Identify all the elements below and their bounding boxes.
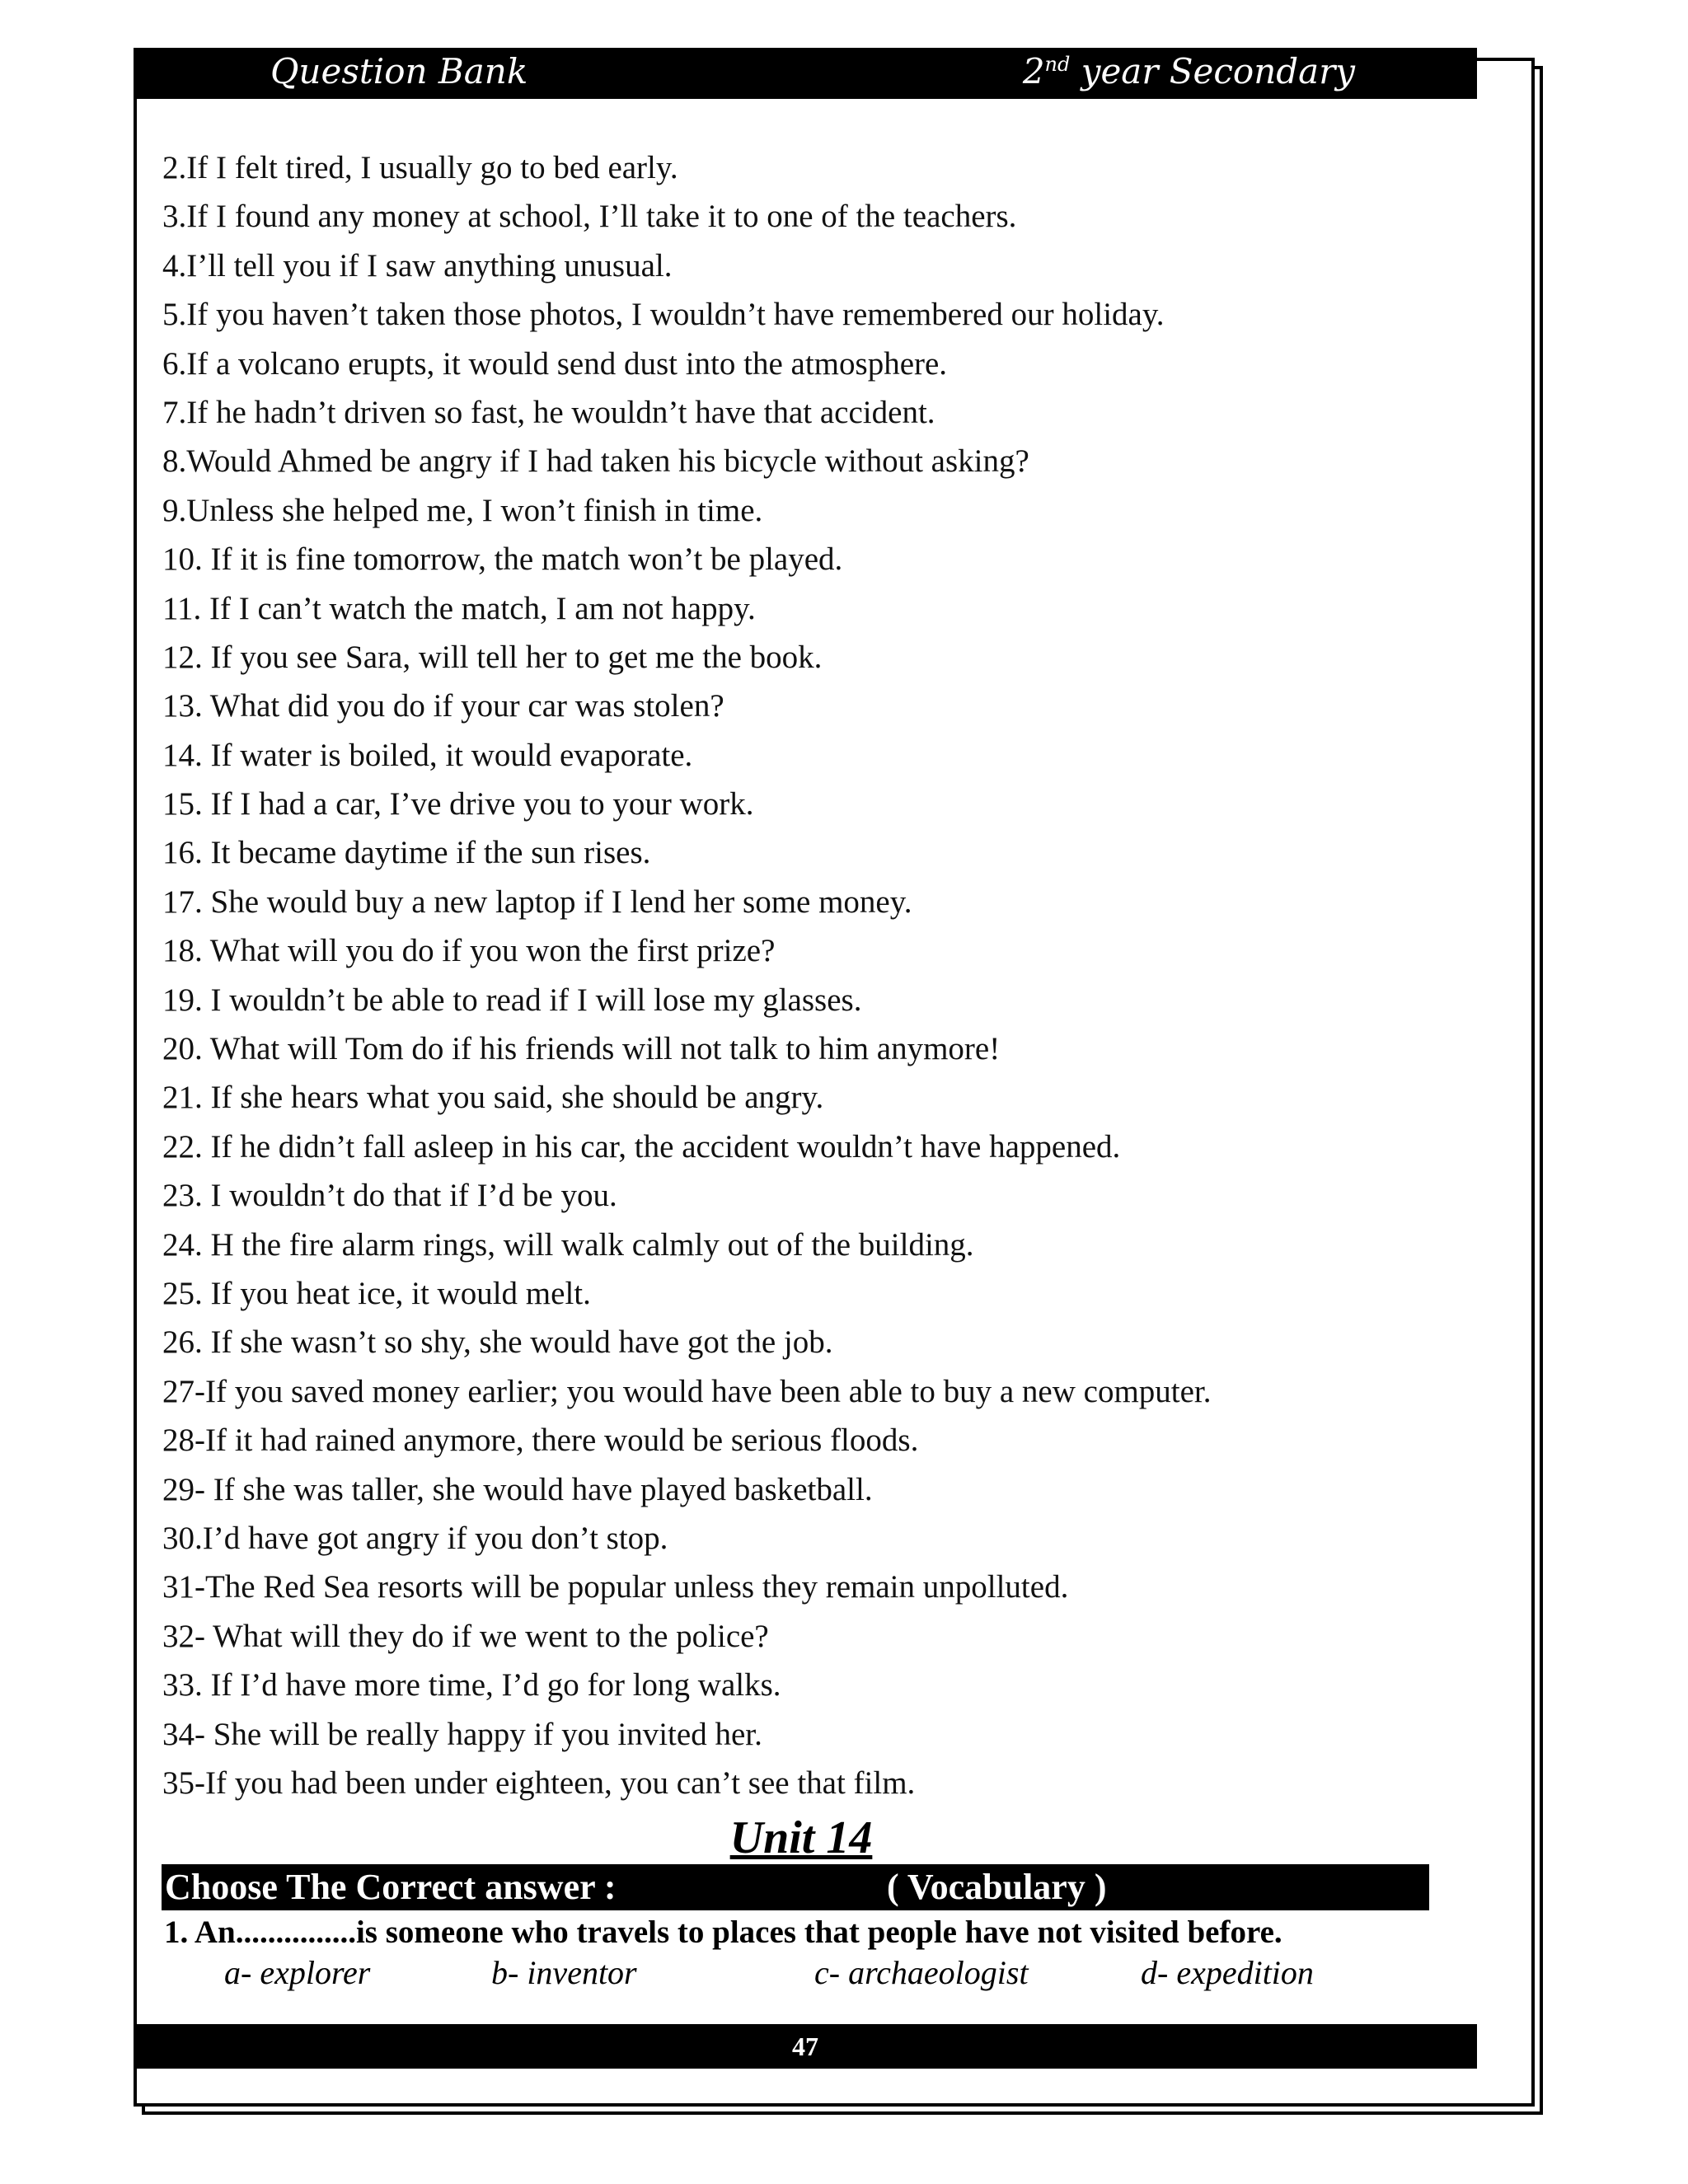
header-grade-number: 2 [1022, 51, 1045, 91]
unit-title: Unit 14 [729, 1812, 873, 1863]
sentence-list [162, 143, 1448, 1807]
header-bar [134, 48, 1477, 99]
sentence-line: 35-If you had been under eighteen, you can’t see that film. [162, 1765, 916, 1801]
sentence-line: 17. She would buy a new laptop if I lend her some money. [162, 883, 912, 920]
option-c: c- archaeologist [814, 1954, 1029, 1991]
sentence-line: 18. What will you do if you won the first prize? [162, 933, 776, 969]
sentence-line: 3.If I found any money at school, I’ll take it to one of the teachers. [162, 199, 1017, 235]
sentence-line: 2.If I felt tired, I usually go to bed early. [162, 150, 678, 185]
sentence-line: 10. If it is fine tomorrow, the match won’t be played. [162, 541, 843, 578]
sentence-line: 23. I wouldn’t do that if I’d be you. [162, 1178, 617, 1214]
sentence-line: 6.If a volcano erupts, it would send dust into the atmosphere. [162, 345, 948, 382]
footer-bar [134, 2024, 1477, 2069]
sentence-line: 22. If he didn’t fall asleep in his car, the accident wouldn’t have happened. [162, 1128, 1121, 1165]
sentence-line: 34- She will be really happy if you invited her. [162, 1716, 762, 1752]
page-number: 47 [792, 2032, 818, 2061]
option-d: d- expedition [1141, 1954, 1314, 1991]
sentence-line: 26. If she wasn’t so shy, she would have got the job. [162, 1324, 833, 1361]
sentence-line: 12. If you see Sara, will tell her to get me the book. [162, 639, 823, 675]
question-text: 1. An...............is someone who travels to places that people have not visited before. [164, 1915, 1282, 1950]
sentence-line: 33. If I’d have more time, I’d go for long walks. [162, 1667, 781, 1704]
sentence-line: 24. H the fire alarm rings, will walk calmly out of the building. [162, 1226, 974, 1263]
sentence-line: 16. It became daytime if the sun rises. [162, 835, 651, 871]
sentence-line: 4.I’ll tell you if I saw anything unusual. [162, 247, 673, 284]
sentence-line: 5.If you haven’t taken those photos, I wouldn’t have remembered our holiday. [162, 297, 1165, 333]
sentence-line: 25. If you heat ice, it would melt. [162, 1275, 591, 1311]
sentence-line: 28-If it had rained anymore, there would be serious floods. [162, 1422, 919, 1459]
sentence-line: 21. If she hears what you said, she should be angry. [162, 1080, 824, 1116]
header-grade [1023, 51, 1355, 91]
sentence-line: 13. What did you do if your car was stolen? [162, 688, 724, 724]
sentence-line: 8.Would Ahmed be angry if I had taken his bicycle without asking? [162, 443, 1029, 480]
sentence-line: 15. If I had a car, I’ve drive you to your work. [162, 786, 754, 823]
option-a: a- explorer [224, 1954, 371, 1991]
sentence-line: 20. What will Tom do if his friends will not talk to him anymore! [162, 1031, 1001, 1067]
sentence-line: 31-The Red Sea resorts will be popular unless they remain unpolluted. [162, 1569, 1069, 1605]
sentence-line: 9.Unless she helped me, I won’t finish in time. [162, 492, 763, 528]
sentence-line: 14. If water is boiled, it would evaporate. [162, 737, 693, 773]
sentence-line: 32- What will they do if we went to the police? [162, 1618, 769, 1654]
header-grade-suffix: nd [1044, 53, 1071, 76]
header-title: Question Bank [270, 51, 528, 91]
section-instruction: Choose The Correct answer : [165, 1867, 617, 1907]
option-b: b- inventor [491, 1954, 637, 1991]
header-grade-text: year Secondary [1070, 51, 1355, 91]
sentence-line: 11. If I can’t watch the match, I am not happy. [162, 590, 756, 626]
section-header [162, 1864, 1429, 1910]
sentence-line: 19. I wouldn’t be able to read if I will lose my glasses. [162, 982, 862, 1018]
sentence-line: 29- If she was taller, she would have played basketball. [162, 1471, 873, 1507]
sentence-line: 30.I’d have got angry if you don’t stop. [162, 1520, 668, 1556]
sentence-line: 7.If he hadn’t driven so fast, he wouldn’t have that accident. [162, 394, 935, 430]
sentence-line: 27-If you saved money earlier; you would have been able to buy a new computer. [162, 1373, 1212, 1409]
section-category: ( Vocabulary ) [887, 1867, 1107, 1907]
